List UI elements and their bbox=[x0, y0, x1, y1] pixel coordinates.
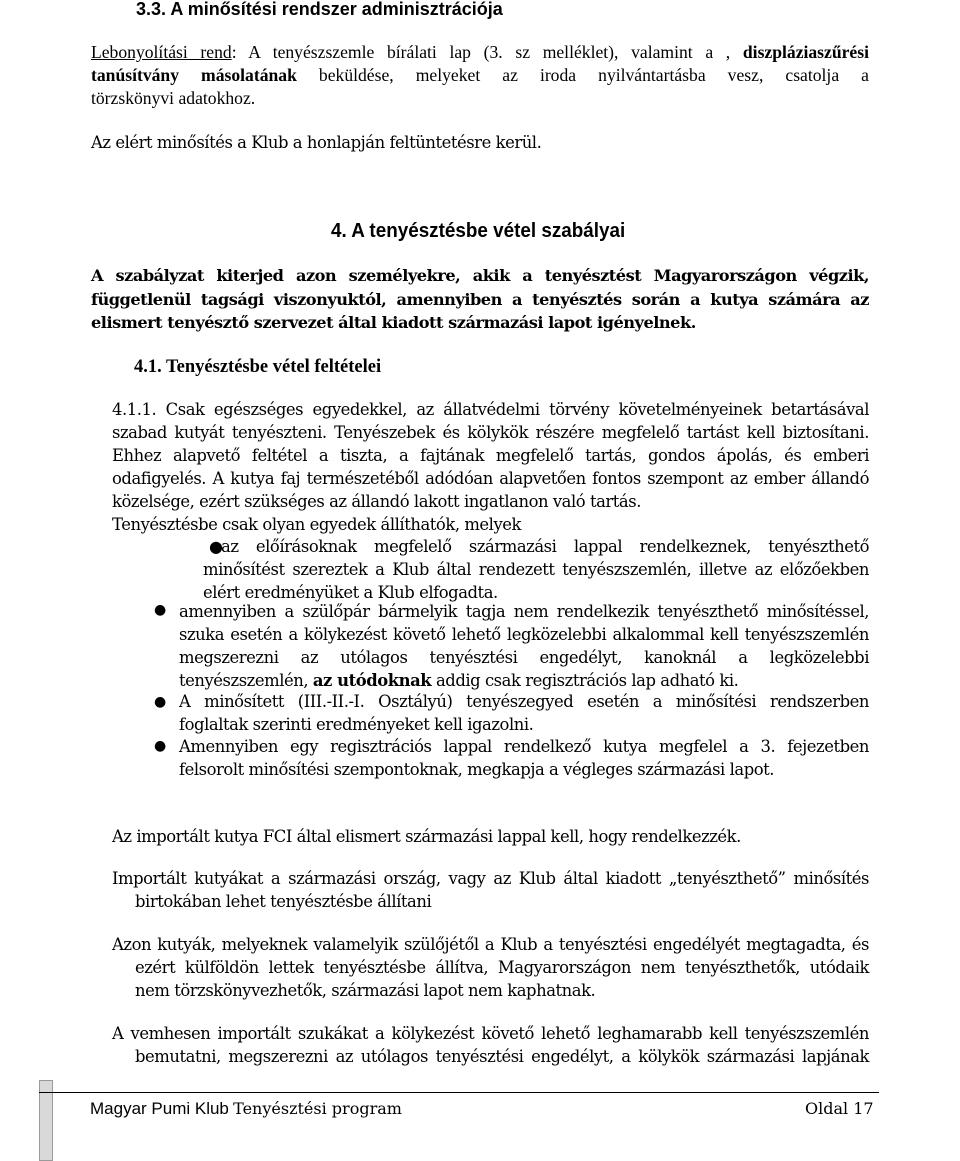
paragraph-website: Az elért minősítés a Klub a honlapján feltüntetésre kerül. bbox=[91, 133, 542, 152]
paragraph-4-1-1 bbox=[112, 398, 869, 536]
paragraph-line: nem törzskönyvezhetők, származási lapot nem kaphatnak. bbox=[135, 981, 596, 1000]
list-item bbox=[203, 535, 869, 604]
paragraph-line bbox=[91, 64, 869, 87]
list-item bbox=[179, 735, 869, 781]
paragraph-line bbox=[91, 41, 869, 64]
bullet-icon: ● bbox=[209, 537, 223, 556]
paragraph-line: odafigyelés. A kutya faj természetéből adódóan alapvetően fontos szempont az ember állandó bbox=[112, 469, 869, 488]
bold-paragraph-scope bbox=[91, 264, 869, 335]
paragraph-line: 4.1.1. Csak egészséges egyedekkel, az állatvédelmi törvény követelményeinek betartásával bbox=[112, 400, 869, 419]
paragraph-line: Ehhez alapvető feltétel a tiszta, a fajtának megfelelő tartás, gondos ápolás, és emberi bbox=[112, 446, 869, 465]
paragraph-line: elért eredményüket a Klub elfogadta. bbox=[203, 583, 498, 602]
paragraph-line: szuka esetén a kölykezést követő lehető legközelebbi alkalommal kell tenyészszemlén bbox=[179, 625, 869, 644]
paragraph-line: szabad kutyát tenyészteni. Tenyészebek és kölykök részére megfelelő tartást kell biztosítani. bbox=[112, 423, 869, 442]
footer-page-number: Oldal 17 bbox=[805, 1099, 874, 1118]
paragraph-submission bbox=[91, 41, 869, 110]
paragraph-line: A szabályzat kiterjed azon személyekre, akik a tenyésztést Magyarországon végzik, bbox=[91, 266, 869, 285]
text-span: tenyészszemlén, bbox=[179, 671, 309, 690]
paragraph-line: birtokában lehet tenyésztésbe állítani bbox=[135, 892, 432, 911]
paragraph-line: felsorolt minősítési szempontoknak, megkapja a végleges származási lapot. bbox=[179, 760, 775, 779]
paragraph-line: minősítést szereztek a Klub által rendezett tenyészszemlén, illetve az előzőekben bbox=[203, 560, 869, 579]
paragraph-import-country bbox=[112, 867, 869, 913]
text-span: addig csak regisztrációs lap adható ki. bbox=[435, 671, 739, 690]
bullet-icon: ● bbox=[154, 694, 167, 710]
bullet-icon: ● bbox=[154, 602, 167, 618]
paragraph-import-denied bbox=[112, 933, 869, 1002]
footer-program: Tenyésztési program bbox=[233, 1099, 402, 1118]
list-item bbox=[179, 600, 869, 692]
paragraph-line: bemutatni, megszerezni az utólagos tenyésztési engedélyt, a kölykök származási lapjának bbox=[135, 1047, 869, 1066]
paragraph-line: függetlenül tagsági viszonyuktól, amennyiben a tenyésztés során a kutya számára az bbox=[91, 289, 869, 309]
section-heading-3-3: 3.3. A minősítési rendszer adminisztrációja bbox=[136, 0, 503, 19]
list-item bbox=[179, 690, 869, 736]
section-heading-4-1: 4.1. Tenyésztésbe vétel feltételei bbox=[134, 357, 382, 377]
paragraph-import-fci: Az importált kutya FCI által elismert származási lappal kell, hogy rendelkezzék. bbox=[112, 827, 741, 846]
section-heading-4: 4. A tenyésztésbe vétel szabályai bbox=[331, 219, 626, 242]
bullet-icon: ● bbox=[154, 738, 167, 754]
paragraph-line: Importált kutyákat a származási ország, vagy az Klub által kiadott „tenyészthető” minősítés bbox=[112, 869, 869, 888]
text-span: : A tenyészszemle bírálati lap (3. sz melléklet), valamint a , bbox=[231, 42, 731, 62]
bold-text: diszpláziaszűrési bbox=[742, 42, 869, 62]
bold-text: tanúsítvány másolatának bbox=[91, 65, 297, 85]
paragraph-line: ezért külföldön lettek tenyésztésbe állítva, Magyarországon nem tenyészthetők, utódaik bbox=[135, 958, 869, 977]
procedure-label: Lebonyolítási rend bbox=[91, 42, 232, 62]
paragraph-line: Amennyiben egy regisztrációs lappal rendelkező kutya megfelel a 3. fejezetben bbox=[179, 737, 869, 756]
paragraph-line: elismert tenyésztő szervezet által kiadott származási lapot igényelnek. bbox=[91, 313, 696, 332]
footer-rule bbox=[39, 1092, 879, 1093]
paragraph-import-pregnant bbox=[112, 1022, 869, 1068]
paragraph-line: törzskönyvi adatokhoz. bbox=[91, 88, 256, 108]
footer-club-name: Magyar Pumi Klub bbox=[90, 1099, 229, 1118]
paragraph-line: A vemhesen importált szukákat a kölykezést követő lehető leghamarabb kell tenyészszemlén bbox=[112, 1024, 869, 1043]
paragraph-line: Tenyésztésbe csak olyan egyedek állíthatók, melyek bbox=[112, 515, 522, 534]
text-span: beküldése, melyeket az iroda nyilvántartásba vesz, csatolja a bbox=[318, 65, 869, 85]
paragraph-line: megszerezni az utólagos tenyésztési engedélyt, kanoknál a legközelebbi bbox=[179, 648, 869, 667]
paragraph-line: amennyiben a szülőpár bármelyik tagja nem rendelkezik tenyészthető minősítéssel, bbox=[179, 602, 869, 621]
paragraph-line bbox=[179, 669, 869, 692]
paragraph-line: az előírásoknak megfelelő származási lappal rendelkeznek, tenyészthető bbox=[221, 537, 869, 556]
footer-left bbox=[90, 1098, 402, 1120]
paragraph-line: foglaltak szerinti eredményeket kell igazolni. bbox=[179, 715, 534, 734]
bold-text: az utódoknak bbox=[312, 671, 432, 690]
paragraph-line: Azon kutyák, melyeknek valamelyik szülőjétől a Klub a tenyésztési engedélyét megtagadta, és bbox=[112, 935, 869, 954]
paragraph-line: A minősített (III.-II.-I. Osztályú) tenyészegyed esetén a minősítési rendszerben bbox=[179, 692, 869, 711]
paragraph-line: közelsége, ezért szükséges az állandó lakott ingatlanon való tartás. bbox=[112, 492, 641, 511]
